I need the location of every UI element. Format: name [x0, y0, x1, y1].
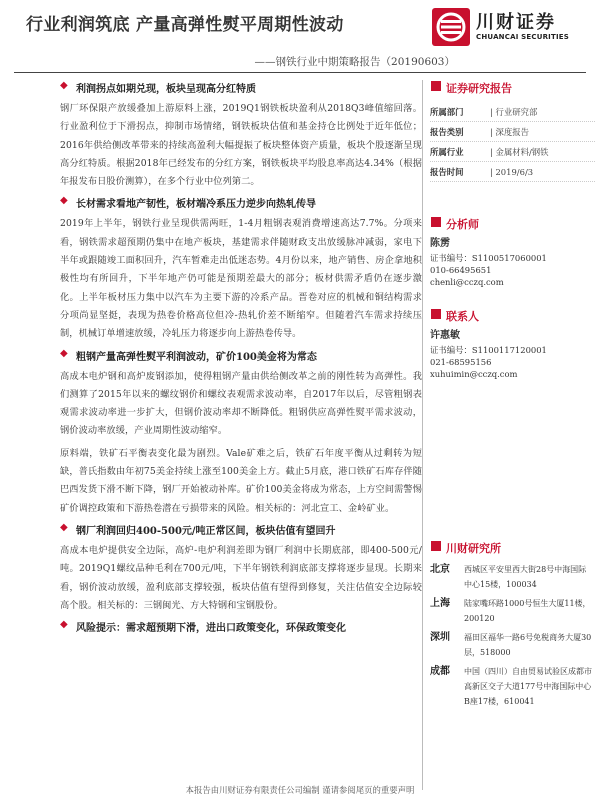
analyst-heading: 分析师 — [430, 216, 595, 232]
report-info-heading: 证券研究报告 — [430, 80, 595, 96]
square-marker-icon — [431, 541, 441, 551]
diamond-bullet-icon: ◆ — [60, 347, 68, 359]
company-logo — [432, 6, 592, 50]
section — [60, 522, 422, 615]
analyst-email[interactable]: chenli@cczq.com — [430, 277, 504, 287]
square-marker-icon — [431, 309, 441, 319]
report-info-row: 所属部门 | 行业研究部 — [430, 102, 595, 122]
report-info-row: 所属行业 | 金属材料/钢铁 — [430, 142, 595, 162]
section — [60, 348, 422, 518]
section-paragraph: 原料端，铁矿石平衡表变化最为剧烈。Vale矿难之后，铁矿石年度平衡从过剩转为短缺，普氏指数由年初75美金持续上涨至100美金上方。截止5月底，港口铁矿石库存伴随巴西发货下滑不断下降，钢厂开始被动补库。矿价100美金将成为常态，上方空间需警惕矿价调控政策和下游热卷潜在亏损带来的风险。相关标的：河北宣工、金岭矿业。 — [60, 447, 422, 514]
header-rule — [14, 72, 586, 73]
main-content — [60, 80, 422, 639]
section-paragraph: 2019年上半年，钢铁行业呈现供需两旺，1-4月粗钢表观消费增速高达7.7%。分项来看，钢铁需求超预期仍集中在地产板块，基建需求伴随财政支出放缓脉冲减弱，家电下半年或跟随竣工面积回升，汽车暂难走出低迷态势。4月份以来，地产销售、房企拿地积极性均有所回升，下半年地产仍可能是预期差最大的部分；板材供需矛盾仍在逐步激化。上半年板材压力集中以汽车为主要下游的冷系产品。晋卷对应的机械和铜结构需求分项尚显坚挺，表现为热卷价格高位但冷-热轧价差不断缩窄。但随着汽车需求持续压制，机械订单增速放缓，冷轧压力将逐步向上游热卷传导。 — [60, 218, 422, 340]
section-paragraph: 高成本电炉提供安全边际，高炉-电炉利润差即为钢厂利润中长期底部，即400-500元/吨。2019Q1螺纹品种毛利在700元/吨，下半年钢铁利润底部支撑将逐步显现。长期来看，钢价波动放缓，盈利底部支撑较强，板块估值有望得到修复，关注估值安全边际较高个股。相关标的：三钢闽光、方大特钢和宝钢股份。 — [60, 544, 422, 611]
section-heading: ◆ 长材需求看地产韧性，板材端冷系压力逆步向热轧传导 — [60, 195, 316, 211]
square-marker-icon — [431, 81, 441, 91]
address-item: 北京 西城区平安里西大街28号中海国际中心15楼，100034 — [430, 564, 587, 589]
section-heading: ◆ 利润拐点如期兑现，板块呈现高分红特质 — [60, 80, 256, 95]
contact-heading: 联系人 — [430, 308, 595, 324]
square-marker-icon — [431, 217, 441, 227]
report-info-row: 报告时间 | 2019/6/3 — [430, 162, 595, 182]
address-item: 深圳 福田区福华一路6号免税商务大厦30层，518000 — [430, 632, 592, 657]
address-item: 成都 中国（四川）自由贸易试验区成都市高新区交子大道177号中海国际中心B座17楼，610041 — [430, 666, 592, 706]
diamond-bullet-icon: ◆ — [60, 521, 68, 533]
report-subtitle: ——钢铁行业中期策略报告（20190603） — [254, 56, 455, 68]
contact-name: 许惠敏 — [430, 330, 460, 341]
section — [60, 195, 422, 343]
section-heading: ◆ 粗钢产量高弹性熨平利润波动，矿价100美金将为常态 — [60, 347, 317, 363]
page-footer: 本报告由川财证券有限责任公司编制 谨请参阅尾页的重要声明 — [185, 785, 415, 795]
contact-email[interactable]: xuhuimin@cczq.com — [430, 369, 518, 379]
section — [60, 619, 422, 634]
sidebar — [430, 80, 595, 713]
analyst-card — [430, 238, 595, 288]
section-paragraph: 高成本电炉钢和高炉废钢添加，使得粗钢产量由供给侧改革之前的刚性转为高弹性。我们测算了2015年以来的螺纹钢价和螺纹表观需求波动率，自2017年以后，尽管粗钢表观需求波动率进一步扩大，但钢价波动率却不断降低。粗钢供应高弹性熨平需求波动，钢价波动率放缓，产业周期性波动缩窄。 — [60, 370, 422, 437]
diamond-bullet-icon: ◆ — [60, 195, 68, 207]
section — [60, 80, 422, 191]
section-paragraph: 钢厂环保限产放缓叠加上游原料上涨，2019Q1钢铁板块盈利从2018Q3峰值缩回落。行业盈利位于下滑拐点，抑制市场情绪，钢铁板块估值和基金持仓比例处于近年低位；2016年供给侧改革带来的持续高盈利大幅提振了板块整体资产质量，板块个股逐渐呈现高分红特质。根据2018年已经发布的分红方案，钢铁板块平均股息率高达4.34%（根据年报发布日股价测算），在多个行业中位列第二。 — [60, 103, 422, 188]
section-heading: ◆ 钢厂利润回归400-500元/吨正常区间，板块估值有望回升 — [60, 521, 336, 537]
address-item: 上海 陆家嘴环路1000号恒生大厦11楼，200120 — [430, 598, 591, 623]
brand-name: 川财证券 — [476, 12, 556, 33]
section-heading: ◆ 风险提示：需求超预期下滑，进出口政策变化，环保政策变化 — [60, 619, 346, 635]
analyst-cert: 证书编号：S1100517060001 — [430, 253, 547, 263]
column-divider — [422, 80, 423, 790]
contact-card — [430, 330, 595, 380]
diamond-bullet-icon: ◆ — [60, 80, 68, 91]
contact-cert: 证书编号：S1100117120001 — [430, 345, 547, 355]
analyst-name: 陈雳 — [430, 238, 450, 249]
report-info-row: 报告类别 | 深度报告 — [430, 122, 595, 142]
brand-name-en: CHUANCAI SECURITIES — [476, 33, 569, 41]
diamond-bullet-icon: ◆ — [60, 619, 68, 631]
institute-heading: 川财研究所 — [430, 540, 595, 556]
contact-phone: 021-68595156 — [430, 357, 492, 367]
analyst-phone: 010-66495651 — [430, 265, 492, 275]
report-title: 行业利润筑底 产量高弹性熨平周期性波动 — [26, 15, 344, 35]
logo-emblem-icon — [432, 8, 470, 46]
